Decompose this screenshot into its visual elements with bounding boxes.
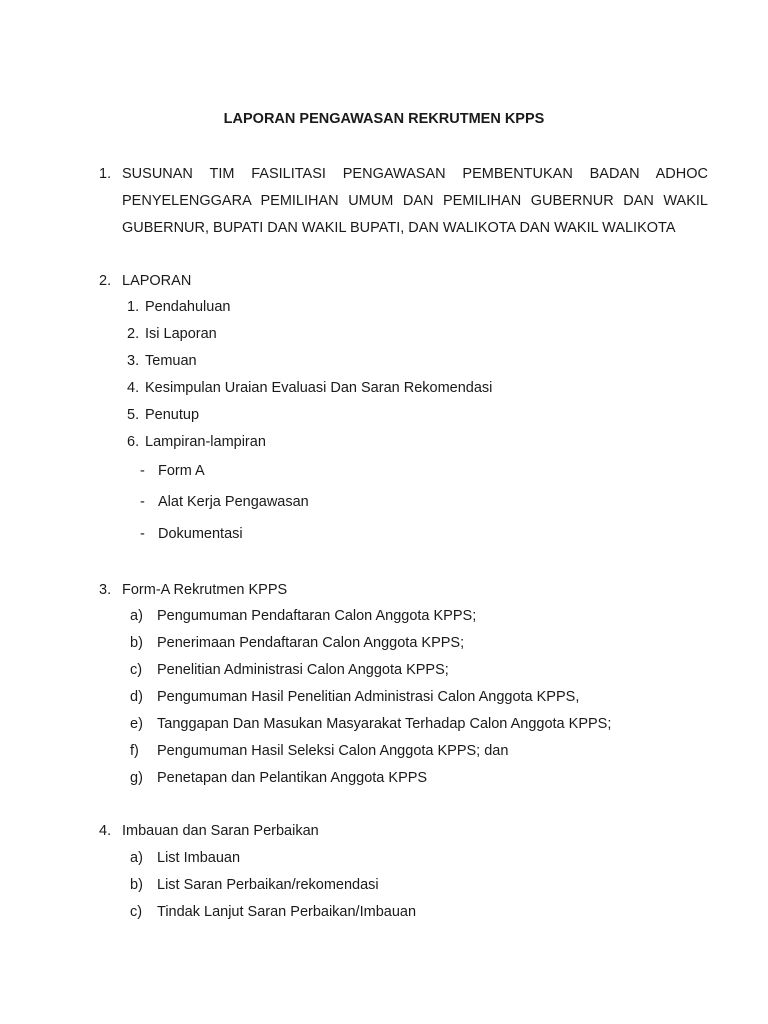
dash-bullet: - <box>140 494 145 510</box>
list-item-label: Pendahuluan <box>145 299 231 315</box>
section-3-number: 3. <box>99 582 112 598</box>
list-item-label: Lampiran-lampiran <box>145 434 266 450</box>
list-item-label: Pengumuman Hasil Seleksi Calon Anggota KPPS; dan <box>157 743 509 759</box>
list-item-number: 6. <box>127 434 140 450</box>
list-item-label: Tindak Lanjut Saran Perbaikan/Imbauan <box>157 904 417 920</box>
attachment-label: Dokumentasi <box>158 526 243 542</box>
list-item-label: Penelitian Administrasi Calon Anggota KPPS; <box>157 662 449 678</box>
section-1-number: 1. <box>99 166 112 182</box>
list-item-letter: c) <box>130 662 143 678</box>
attachment-label: Form A <box>158 463 205 479</box>
list-item-label: Pengumuman Pendaftaran Calon Anggota KPPS; <box>157 608 477 624</box>
document-title: LAPORAN PENGAWASAN REKRUTMEN KPPS <box>223 111 545 127</box>
list-item-letter: a) <box>130 850 143 866</box>
list-item-label: Isi Laporan <box>145 326 217 342</box>
section-4-number: 4. <box>99 823 112 839</box>
section-1-line-1: SUSUNAN TIM FASILITASI PENGAWASAN PEMBENTUKAN BADAN ADHOC <box>122 166 708 182</box>
list-item-label: Temuan <box>145 353 197 369</box>
list-item-letter: c) <box>130 904 143 920</box>
list-item-label: List Saran Perbaikan/rekomendasi <box>157 877 379 893</box>
list-item-label: List Imbauan <box>157 850 241 866</box>
section-1-line-2: PENYELENGGARA PEMILIHAN UMUM DAN PEMILIHAN GUBERNUR DAN WAKIL <box>122 193 708 209</box>
list-item-label: Tanggapan Dan Masukan Masyarakat Terhadap Calon Anggota KPPS; <box>157 716 612 732</box>
list-item-label: Penerimaan Pendaftaran Calon Anggota KPPS; <box>157 635 465 651</box>
list-item-letter: g) <box>130 770 143 786</box>
list-item-number: 2. <box>127 326 140 342</box>
list-item-letter: a) <box>130 608 143 624</box>
list-item-number: 5. <box>127 407 140 423</box>
list-item-label: Penetapan dan Pelantikan Anggota KPPS <box>157 770 428 786</box>
list-item-letter: b) <box>130 635 143 651</box>
list-item-label: Pengumuman Hasil Penelitian Administrasi Calon Anggota KPPS, <box>157 689 580 705</box>
section-4-heading: Imbauan dan Saran Perbaikan <box>122 823 319 839</box>
list-item-letter: e) <box>130 716 143 732</box>
list-item-number: 4. <box>127 380 140 396</box>
section-2-heading: LAPORAN <box>122 273 192 289</box>
section-1-line-3: GUBERNUR, BUPATI DAN WAKIL BUPATI, DAN WALIKOTA DAN WAKIL WALIKOTA <box>122 220 676 236</box>
list-item-number: 1. <box>127 299 140 315</box>
list-item-letter: f) <box>130 743 139 759</box>
section-3-heading: Form-A Rekrutmen KPPS <box>122 582 288 598</box>
list-item-label: Kesimpulan Uraian Evaluasi Dan Saran Rekomendasi <box>145 380 493 396</box>
dash-bullet: - <box>140 526 145 542</box>
list-item-letter: d) <box>130 689 143 705</box>
list-item-number: 3. <box>127 353 140 369</box>
section-2-number: 2. <box>99 273 112 289</box>
list-item-letter: b) <box>130 877 143 893</box>
dash-bullet: - <box>140 463 145 479</box>
list-item-label: Penutup <box>145 407 200 423</box>
attachment-label: Alat Kerja Pengawasan <box>158 494 309 510</box>
